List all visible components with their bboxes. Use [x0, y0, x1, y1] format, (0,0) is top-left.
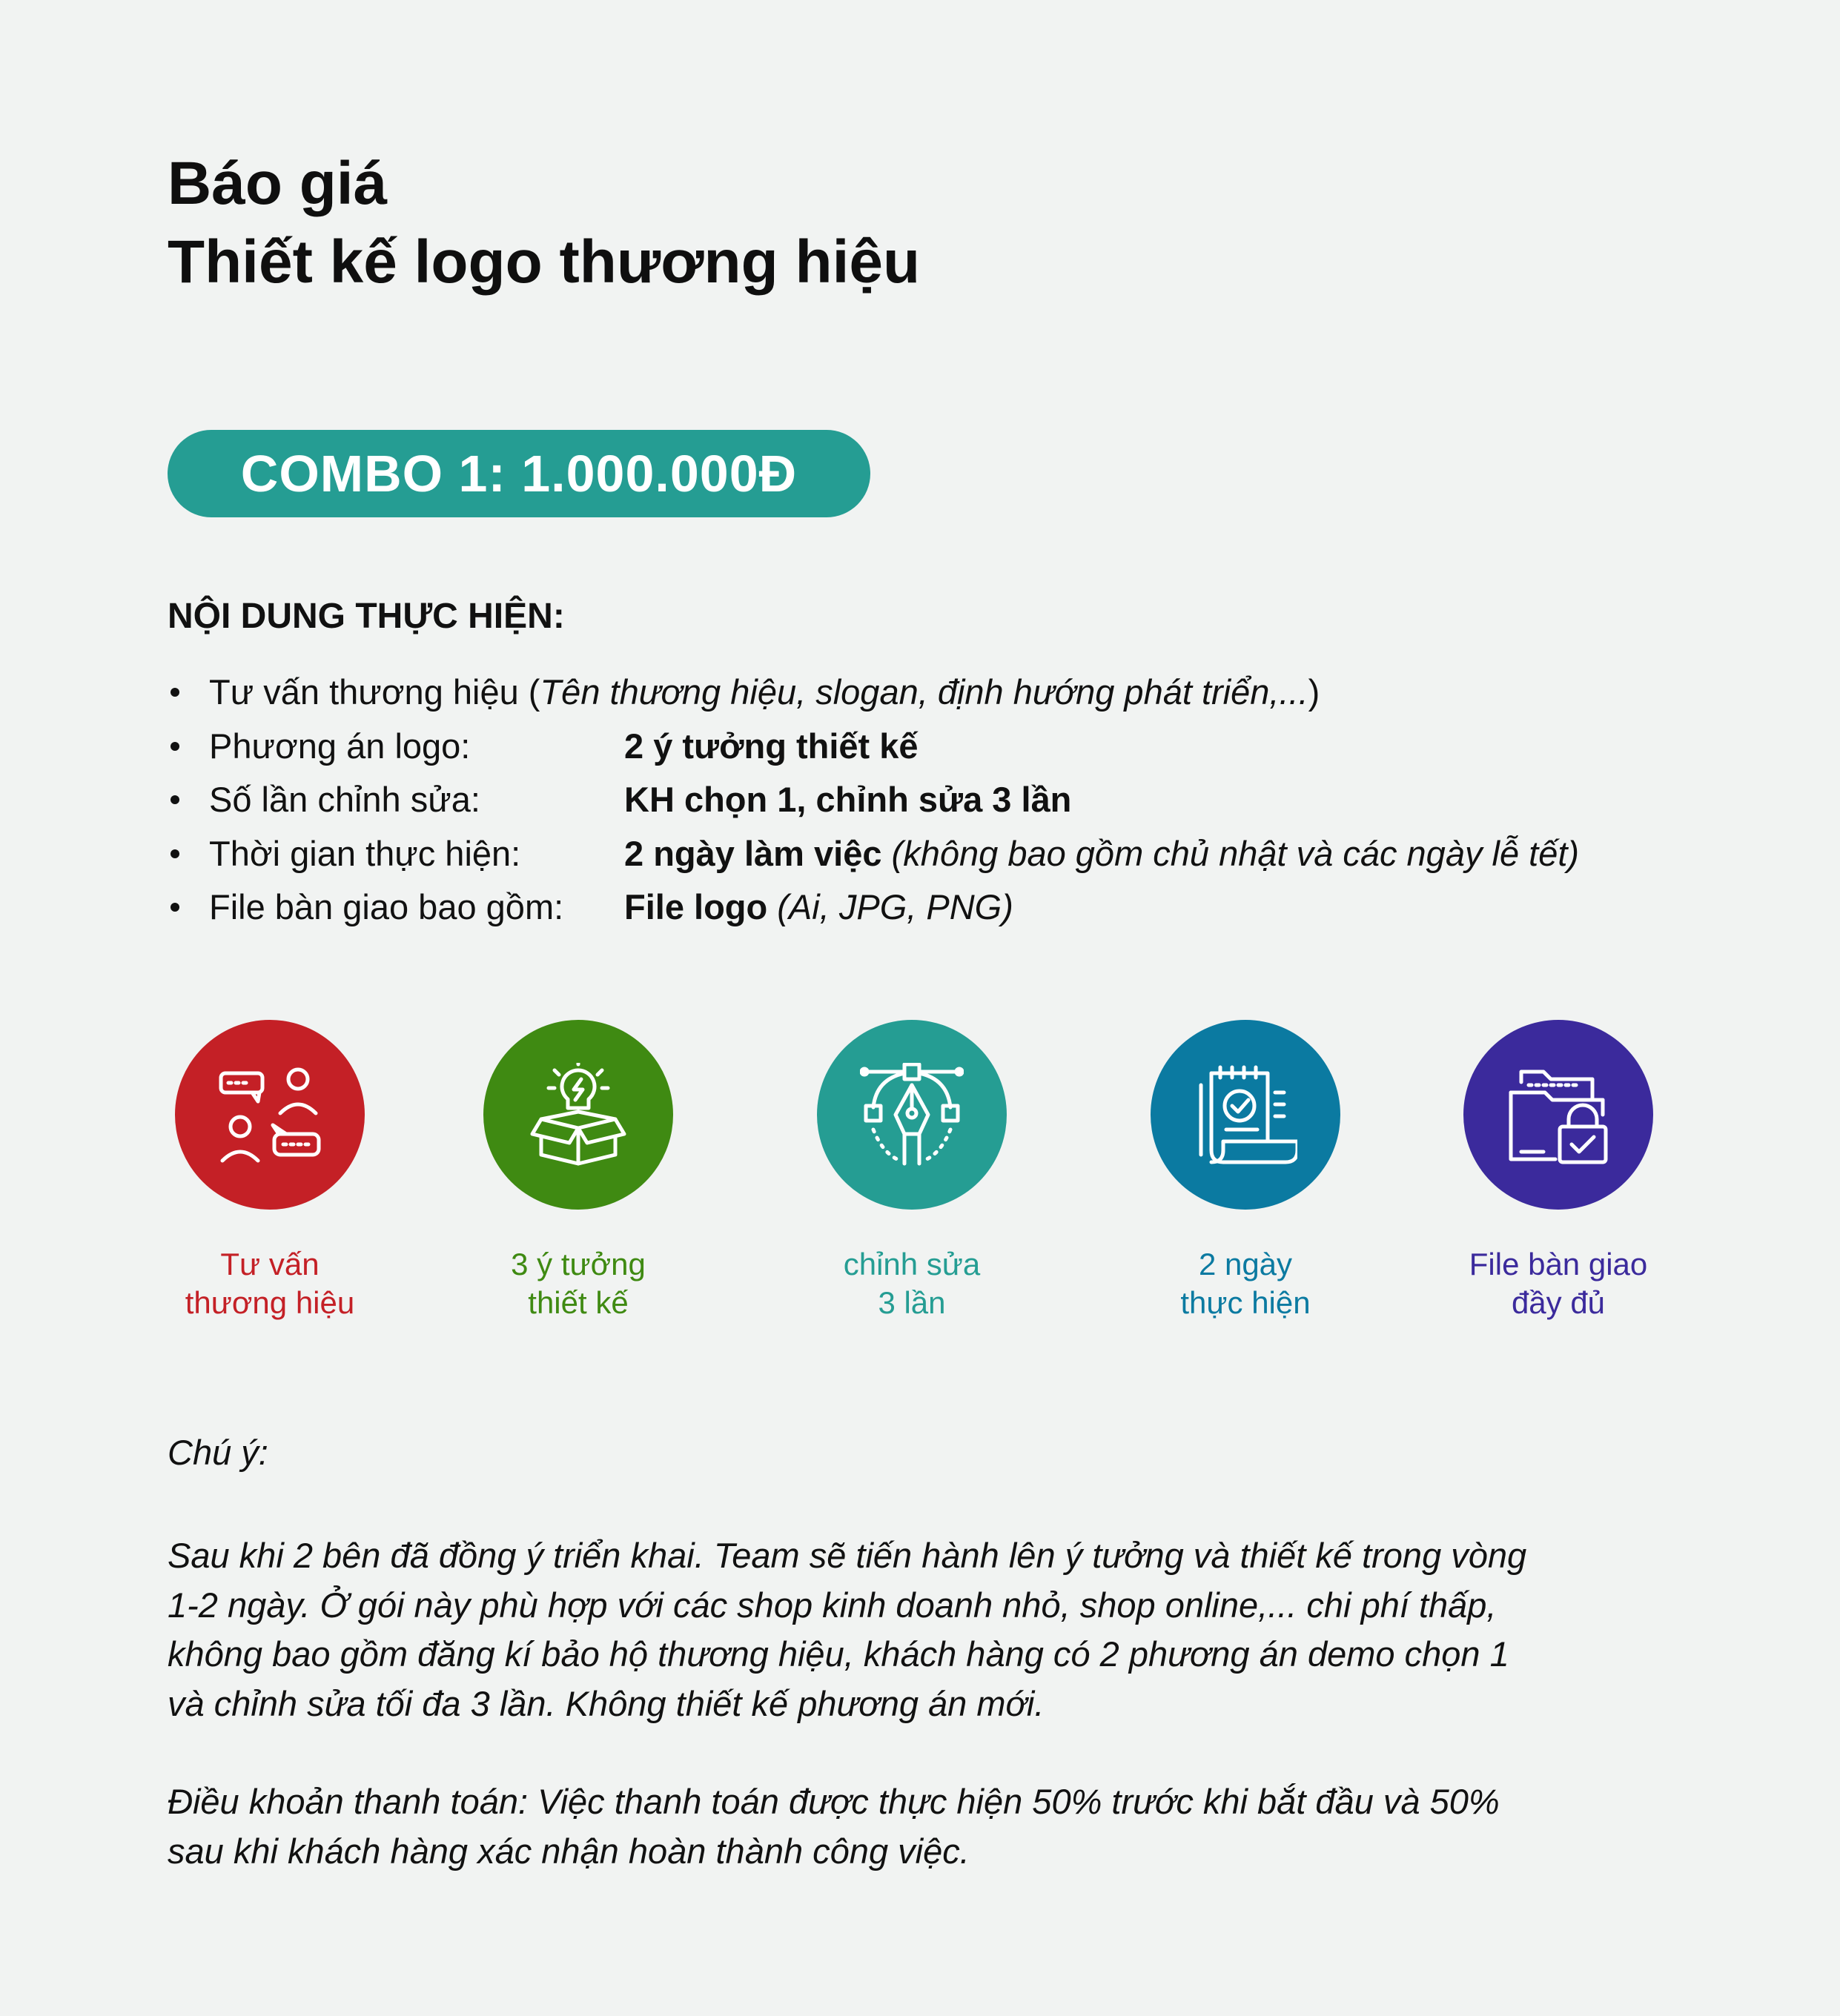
bullet-icon	[171, 849, 179, 858]
feature-label-line: 3 ý tưởng	[511, 1247, 646, 1281]
item-value: 2 ý tưởng thiết kế	[624, 726, 919, 766]
list-item	[168, 666, 1579, 720]
paragraph-line: Sau khi 2 bên đã đồng ý triển khai. Team sẽ tiến hành lên ý tưởng và thiết kế trong vòng	[168, 1536, 1527, 1575]
item-note: (Ai, JPG, PNG)	[777, 887, 1013, 926]
feature-revisions	[764, 1020, 1060, 1322]
feature-circle	[175, 1020, 365, 1210]
checklist-icon	[1194, 1063, 1297, 1167]
item-key: File bàn giao bao gồm:	[209, 887, 564, 926]
item-value: File logo	[624, 887, 768, 926]
list-item	[168, 827, 1579, 881]
paragraph-line: Điều khoản thanh toán: Việc thanh toán được thực hiện 50% trước khi bắt đầu và 50%	[168, 1782, 1500, 1821]
feature-label-line: thương hiệu	[185, 1285, 355, 1320]
consulting-chat-icon	[218, 1063, 322, 1167]
paragraph-line: không bao gồm đăng kí bảo hộ thương hiệu, khách hàng có 2 phương án demo chọn 1	[168, 1634, 1509, 1674]
item-suffix: )	[1308, 672, 1320, 712]
secure-folder-icon	[1506, 1063, 1610, 1167]
feature-label-line: đầy đủ	[1511, 1285, 1606, 1320]
idea-box-icon	[526, 1063, 630, 1167]
content-list	[168, 666, 1579, 935]
feature-delivery	[1410, 1020, 1707, 1322]
feature-label-line: thiết kế	[528, 1285, 629, 1320]
feature-label-line: File bàn giao	[1469, 1247, 1648, 1281]
feature-label	[122, 1245, 418, 1322]
page-title	[168, 145, 920, 302]
item-value: 2 ngày làm việc	[624, 833, 882, 873]
feature-label	[1097, 1245, 1394, 1322]
feature-icons-row	[0, 1020, 1840, 1331]
content-heading: NỘI DUNG THỰC HIỆN:	[168, 597, 565, 636]
paragraph-line: 1-2 ngày. Ở gói này phù hợp với các shop kinh doanh nhỏ, shop online,... chi phí thấp,	[168, 1585, 1497, 1625]
paragraph-line: và chỉnh sửa tối đa 3 lần. Không thiết kế phương án mới.	[168, 1683, 1045, 1723]
feature-label-line: thực hiện	[1180, 1285, 1311, 1320]
notes-paragraph-2	[168, 1777, 1680, 1876]
feature-circle	[483, 1020, 673, 1210]
feature-circle	[1463, 1020, 1653, 1210]
feature-ideas	[430, 1020, 727, 1322]
bullet-icon	[171, 688, 179, 697]
item-key: Thời gian thực hiện:	[209, 833, 521, 873]
pen-tool-icon	[860, 1063, 964, 1167]
item-note: Tên thương hiệu, slogan, định hướng phát triển,...	[540, 672, 1308, 712]
paragraph-line: sau khi khách hàng xác nhận hoàn thành công việc.	[168, 1831, 970, 1871]
title-line-1: Báo giá	[168, 150, 388, 217]
bullet-icon	[171, 795, 179, 804]
feature-label-line: chỉnh sửa	[843, 1247, 981, 1281]
item-key: Phương án logo:	[209, 726, 471, 766]
item-note: (không bao gồm chủ nhật và các ngày lễ tết)	[891, 833, 1580, 873]
feature-circle	[1151, 1020, 1340, 1210]
notes-paragraph-1	[168, 1531, 1680, 1728]
list-item	[168, 720, 1579, 774]
feature-label-line: Tư vấn	[220, 1247, 320, 1281]
combo-price-badge: COMBO 1: 1.000.000Đ	[168, 430, 870, 517]
title-line-2: Thiết kế logo thương hiệu	[168, 228, 921, 296]
item-value: KH chọn 1, chỉnh sửa 3 lần	[624, 780, 1072, 819]
feature-timeline	[1097, 1020, 1394, 1322]
feature-label-line: 2 ngày	[1198, 1247, 1293, 1281]
bullet-icon	[171, 742, 179, 751]
list-item	[168, 881, 1579, 935]
feature-consulting	[122, 1020, 418, 1322]
feature-label	[430, 1245, 727, 1322]
notes-title: Chú ý:	[168, 1433, 268, 1472]
list-item	[168, 773, 1579, 827]
bullet-icon	[171, 903, 179, 912]
feature-label	[764, 1245, 1060, 1322]
feature-label	[1410, 1245, 1707, 1322]
item-key: Tư vấn thương hiệu (	[209, 672, 540, 712]
item-key: Số lần chỉnh sửa:	[209, 780, 480, 819]
feature-label-line: 3 lần	[878, 1285, 946, 1320]
feature-circle	[817, 1020, 1007, 1210]
